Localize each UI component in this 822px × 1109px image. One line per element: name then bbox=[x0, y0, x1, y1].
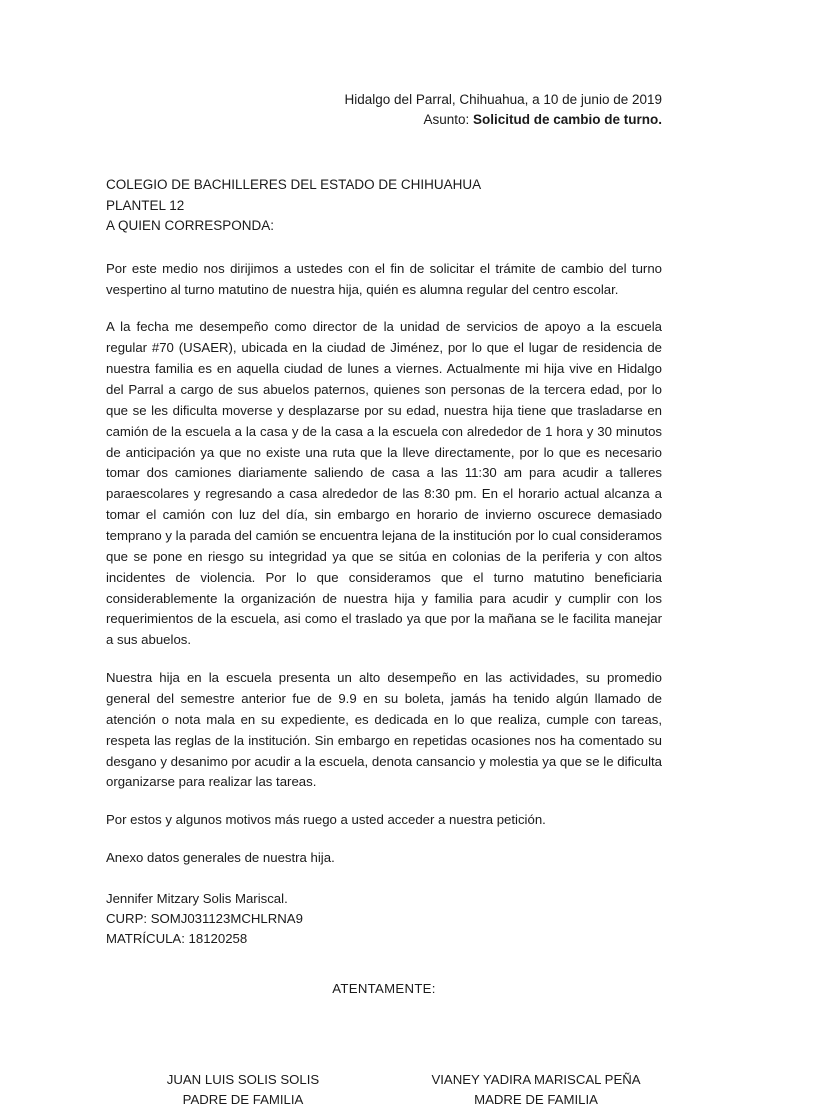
place-and-date: Hidalgo del Parral, Chihuahua, a 10 de junio de 2019 bbox=[344, 92, 662, 107]
signature-father-role: PADRE DE FAMILIA bbox=[182, 1091, 304, 1107]
letter-header bbox=[106, 0, 662, 129]
addressee-block bbox=[106, 175, 662, 237]
paragraph-request: Por estos y algunos motivos más ruego a usted acceder a nuestra petición. bbox=[106, 812, 546, 828]
signature-block bbox=[106, 1070, 662, 1109]
signature-mother-role: MADRE DE FAMILIA bbox=[474, 1091, 598, 1107]
subject-label: Asunto: bbox=[423, 111, 470, 127]
subject-value: Solicitud de cambio de turno. bbox=[472, 111, 662, 127]
student-curp: CURP: SOMJ031123MCHLRNA9 bbox=[106, 910, 303, 926]
addressee-salutation: A QUIEN CORRESPONDA: bbox=[106, 218, 275, 234]
letter-body bbox=[106, 259, 662, 869]
paragraph-annex: Anexo datos generales de nuestra hija. bbox=[106, 850, 335, 866]
paragraph-performance: Nuestra hija en la escuela presenta un alto desempeño en las actividades, su promedio general del semestre anterior fue de 9.9 en su boleta, jamás ha tenido algún llamado de atención o nota mala en su expediente, es dedicada en lo que realiza, cumple con tareas, respeta las reglas de la institución. Sin embargo en repetidas ocasiones nos ha comentado su desgano y desanimo por acudir a la escuela, denota cansancio y molestia ya que se le dificulta organizarse para realizar las tareas. bbox=[106, 670, 662, 790]
signature-mother-name: VIANEY YADIRA MARISCAL PEÑA bbox=[431, 1072, 641, 1088]
addressee-campus: PLANTEL 12 bbox=[106, 197, 185, 213]
closing-line: ATENTAMENTE: bbox=[332, 981, 436, 997]
student-matricula: MATRÍCULA: 18120258 bbox=[106, 930, 248, 946]
paragraph-circumstances: A la fecha me desempeño como director de la unidad de servicios de apoyo a la escuela regular #70 (USAER), ubicada en la ciudad de Jiménez, por lo que el lugar de residencia de nuestra familia es en aquella ciudad de lunes a viernes. Actualmente mi hija vive en Hidalgo del Parral a cargo de sus abuelos paternos, quienes son personas de la tercera edad, por lo que se les dificulta moverse y desplazarse por su edad, nuestra hija tiene que trasladarse en camión de la escuela a la casa y de la casa a la escuela con alrededor de 1 hora y 30 minutos de anticipación ya que no existe una ruta que la lleve directamente, por lo que es necesario tomar dos camiones diariamente saliendo de casa a las 11:30 am para acudir a talleres paraescolares y regresando a casa alrededor de las 8:30 pm. En el horario actual alcanza a tomar el camión con luz del día, sin embargo en horario de invierno oscurece demasiado temprano y la parada del camión se encuentra lejana de la institución por lo cual consideramos que se pone en riesgo su integridad ya que se sitúa en colonias de la periferia y con altos incidentes de violencia. Por lo que consideramos que el turno matutino beneficiaria considerablemente la organización de nuestra hija y familia para acudir y cumplir con los requerimientos de la escuela, asi como el traslado ya que por la mañana se le facilita manejar a sus abuelos. bbox=[106, 319, 662, 648]
signature-father-name: JUAN LUIS SOLIS SOLIS bbox=[166, 1072, 320, 1088]
addressee-institution: COLEGIO DE BACHILLERES DEL ESTADO DE CHIHUAHUA bbox=[106, 177, 482, 193]
signature-father bbox=[112, 1070, 374, 1109]
student-name: Jennifer Mitzary Solis Mariscal. bbox=[106, 891, 288, 907]
signature-mother bbox=[402, 1070, 670, 1109]
subject-line bbox=[106, 110, 662, 130]
paragraph-intro: Por este medio nos dirijimos a ustedes con el fin de solicitar el trámite de cambio del turno vespertino al turno matutino de nuestra hija, quién es alumna regular del centro escolar. bbox=[106, 260, 662, 297]
student-data-block bbox=[106, 889, 662, 948]
